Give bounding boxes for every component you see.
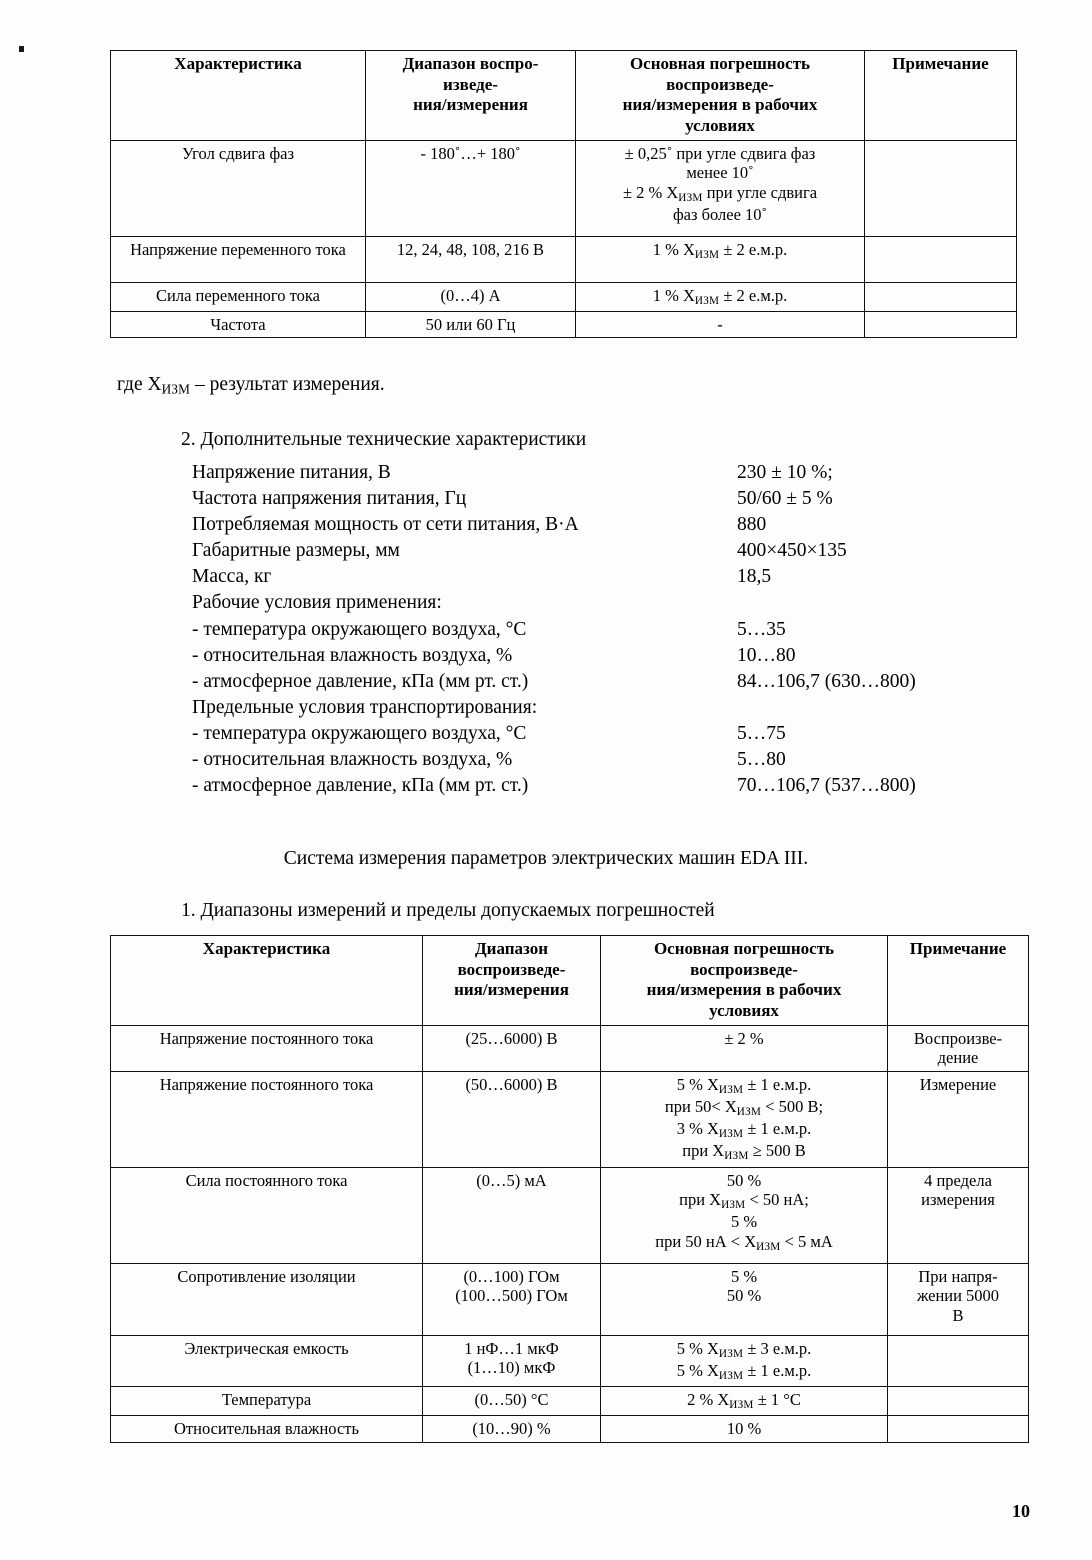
spec-label: Частота напряжения питания, Гц	[192, 488, 467, 510]
cell-line: 50 %	[726, 1286, 762, 1306]
header-line: ния/измерения	[413, 95, 528, 115]
spec-label: - относительная влажность воздуха, %	[192, 644, 513, 666]
list-item	[192, 776, 1002, 802]
cell-error: -	[576, 311, 865, 337]
cell-range: (0…50) °С	[423, 1387, 601, 1416]
cell-characteristic: Угол сдвига фаз	[111, 140, 366, 236]
cell-range: (0…5) мА	[423, 1167, 601, 1263]
list-item	[192, 567, 1002, 593]
spec-value: 84…106,7 (630…800)	[737, 670, 916, 692]
cell-line: 5 %	[730, 1266, 758, 1286]
list-item	[192, 620, 1002, 646]
cell-line: фаз более 10˚	[672, 204, 768, 224]
system-title: Система измерения параметров электрических машин EDA III.	[283, 848, 809, 869]
cell-characteristic: Сила постоянного тока	[111, 1167, 423, 1263]
section-two-heading: 2. Дополнительные технические характеристики	[181, 429, 587, 450]
cell-note	[865, 140, 1017, 236]
table-row	[111, 1167, 1029, 1263]
cell-error: 1 % $Х_{ИЗМ} \pm 2$ е.м.р.	[576, 282, 865, 311]
spec-label: Габаритные размеры, мм	[192, 540, 400, 562]
spec-value: 50/60 ± 5 %	[737, 488, 833, 510]
cell-characteristic: Относительная влажность	[111, 1416, 423, 1442]
cell-error: 10 %	[601, 1416, 888, 1442]
header-line: воспроизведе-	[690, 959, 798, 979]
table-row	[111, 1025, 1029, 1071]
cell-line: при $Х_{ИЗМ} < 50$ нА;	[679, 1190, 809, 1212]
cell-line: при $50< Х_{ИЗМ} < 500$ В;	[664, 1096, 824, 1118]
table-row	[111, 236, 1017, 282]
table-one-header-row	[111, 51, 1017, 141]
table-one-header-note	[865, 51, 1017, 141]
list-item	[192, 724, 1002, 750]
cell-line: (100…500) ГОм	[455, 1286, 568, 1306]
cell-line: дение	[937, 1048, 979, 1068]
cell-line: В	[952, 1305, 964, 1325]
specifications-table-one	[110, 50, 1017, 338]
cell-line: При напря-	[918, 1266, 998, 1286]
spec-label: - относительная влажность воздуха, %	[192, 749, 513, 771]
table-row	[111, 1071, 1029, 1167]
spec-value: 880	[737, 514, 767, 536]
spec-label: - температура окружающего воздуха, °С	[192, 618, 527, 640]
cell-line: 4 предела	[924, 1170, 992, 1190]
table-two-header-row	[111, 936, 1029, 1026]
table-row	[111, 1416, 1029, 1442]
cell-characteristic: Сила переменного тока	[111, 282, 366, 311]
table-two-header-error	[601, 936, 888, 1026]
cell-characteristic: Напряжение переменного тока	[111, 236, 366, 282]
cell-range: 50 или 60 Гц	[366, 311, 576, 337]
spec-value: 5…35	[737, 618, 786, 640]
cell-error: 2 % $Х_{ИЗМ} \pm 1$ °С	[601, 1387, 888, 1416]
cell-error	[576, 140, 865, 236]
table-two-header-note	[888, 936, 1029, 1026]
cell-line: 1 нФ…1 мкФ	[464, 1338, 559, 1358]
cell-characteristic: Частота	[111, 311, 366, 337]
cell-line: 5 %	[730, 1212, 758, 1232]
header-line: воспроизведе-	[457, 959, 566, 979]
cell-note	[888, 1387, 1029, 1416]
cell-line: измерения	[921, 1190, 995, 1210]
cell-range	[423, 1335, 601, 1386]
spec-label: Рабочие условия применения:	[192, 592, 442, 614]
header-line: ния/измерения	[454, 980, 569, 1000]
cell-range: (0…4) А	[366, 282, 576, 311]
header-line: ния/измерения в рабочих	[646, 980, 842, 1000]
cell-line: при $Х_{ИЗМ} \ge 500$ В	[682, 1141, 806, 1162]
cell-error	[601, 1071, 888, 1167]
header-line: Основная погрешность	[629, 54, 811, 73]
list-item	[192, 672, 1002, 698]
list-item	[192, 541, 1002, 567]
where-definition-line: где $Х_{ИЗМ}$ – результат измерения.	[117, 374, 385, 397]
list-item	[192, 515, 1002, 541]
cell-line: Воспроизве-	[913, 1028, 1003, 1048]
spec-value: 5…75	[737, 722, 786, 744]
section-one-heading: 1. Диапазоны измерений и пределы допускаемых погрешностей	[181, 900, 715, 921]
header-line: воспроизведе-	[666, 74, 774, 94]
cell-range: (10…90) %	[423, 1416, 601, 1442]
cell-range	[423, 1263, 601, 1335]
cell-line: ± 2 % $Х_{ИЗМ}$ при угле сдвига	[622, 182, 818, 204]
spec-label: Потребляемая мощность от сети питания, В·А	[192, 514, 579, 536]
spec-label: - атмосферное давление, кПа (мм рт. ст.)	[192, 670, 529, 692]
scan-artifact-speck	[19, 46, 24, 52]
cell-line: (1…10) мкФ	[467, 1358, 556, 1378]
list-item	[192, 593, 1002, 619]
list-item	[192, 489, 1002, 515]
table-two-header-characteristic	[111, 936, 423, 1026]
table-row	[111, 311, 1017, 337]
cell-note	[888, 1263, 1029, 1335]
cell-line: 50 %	[726, 1170, 762, 1190]
cell-line: (0…100) ГОм	[463, 1266, 560, 1286]
cell-characteristic: Напряжение постоянного тока	[111, 1025, 423, 1071]
header-text: Примечание	[909, 939, 1007, 958]
cell-characteristic: Сопротивление изоляции	[111, 1263, 423, 1335]
header-text: Примечание	[892, 54, 989, 73]
list-item	[192, 646, 1002, 672]
cell-range: (50…6000) В	[423, 1071, 601, 1167]
page-number: 10	[1012, 1501, 1030, 1521]
table-row	[111, 1387, 1029, 1416]
cell-line: жении 5000	[916, 1286, 1000, 1306]
cell-note	[888, 1025, 1029, 1071]
header-line: Основная погрешность	[653, 939, 835, 958]
cell-error	[601, 1167, 888, 1263]
additional-specifications-list	[192, 463, 1002, 802]
cell-characteristic: Температура	[111, 1387, 423, 1416]
table-one-header-characteristic	[111, 51, 366, 141]
cell-error	[601, 1335, 888, 1386]
header-line: Диапазон воспро-	[402, 54, 539, 73]
list-item	[192, 698, 1002, 724]
spec-label: - атмосферное давление, кПа (мм рт. ст.)	[192, 775, 529, 797]
cell-note	[888, 1167, 1029, 1263]
spec-value: 400×450×135	[737, 540, 847, 562]
table-row	[111, 1335, 1029, 1386]
cell-error: 1 % $Х_{ИЗМ} \pm 2$ е.м.р.	[576, 236, 865, 282]
cell-note	[865, 282, 1017, 311]
spec-value: 5…80	[737, 749, 786, 771]
list-item	[192, 463, 1002, 489]
list-item	[192, 750, 1002, 776]
header-line: Диапазон	[474, 939, 549, 958]
table-row	[111, 140, 1017, 236]
table-one-header-range	[366, 51, 576, 141]
header-line: условиях	[685, 116, 755, 136]
cell-error: ± 2 %	[601, 1025, 888, 1071]
header-text: Характеристика	[202, 939, 331, 958]
cell-note: Измерение	[888, 1071, 1029, 1167]
table-row	[111, 282, 1017, 311]
specifications-table-two	[110, 935, 1029, 1443]
table-one-header-error	[576, 51, 865, 141]
spec-label: Напряжение питания, В	[192, 462, 391, 483]
cell-line: при 50 нА < $Х_{ИЗМ} < 5$ мА	[655, 1231, 833, 1253]
cell-range: - 180˚…+ 180˚	[366, 140, 576, 236]
spec-label: - температура окружающего воздуха, °С	[192, 722, 527, 744]
spec-label: Предельные условия транспортирования:	[192, 696, 538, 718]
cell-line: 3 % $Х_{ИЗМ} \pm 1$ е.м.р.	[676, 1119, 812, 1140]
spec-value: 230 ± 10 %;	[737, 462, 833, 483]
header-line: ния/измерения в рабочих	[622, 95, 818, 115]
spec-value: 18,5	[737, 566, 772, 588]
cell-note	[888, 1335, 1029, 1386]
cell-note	[888, 1416, 1029, 1442]
header-line: изведе-	[443, 74, 498, 94]
header-line: условиях	[709, 1001, 779, 1021]
spec-label: Масса, кг	[192, 566, 272, 588]
spec-value: 70…106,7 (537…800)	[737, 775, 916, 797]
cell-characteristic: Электрическая емкость	[111, 1335, 423, 1386]
cell-note	[865, 236, 1017, 282]
header-text: Характеристика	[174, 54, 302, 73]
cell-characteristic: Напряжение постоянного тока	[111, 1071, 423, 1167]
cell-error	[601, 1263, 888, 1335]
cell-range: 12, 24, 48, 108, 216 В	[366, 236, 576, 282]
cell-note	[865, 311, 1017, 337]
table-two-header-range	[423, 936, 601, 1026]
spec-value: 10…80	[737, 644, 796, 666]
cell-line: менее 10˚	[686, 163, 754, 183]
cell-line: 5 % $Х_{ИЗМ} \pm 1$ е.м.р.	[676, 1074, 812, 1096]
cell-range: (25…6000) В	[423, 1025, 601, 1071]
cell-line: 5 % $Х_{ИЗМ} \pm 1$ е.м.р.	[676, 1360, 812, 1382]
cell-line: 5 % $Х_{ИЗМ} \pm 3$ е.м.р.	[676, 1338, 812, 1360]
table-row	[111, 1263, 1029, 1335]
cell-line: ± 0,25˚ при угле сдвига фаз	[624, 143, 816, 163]
